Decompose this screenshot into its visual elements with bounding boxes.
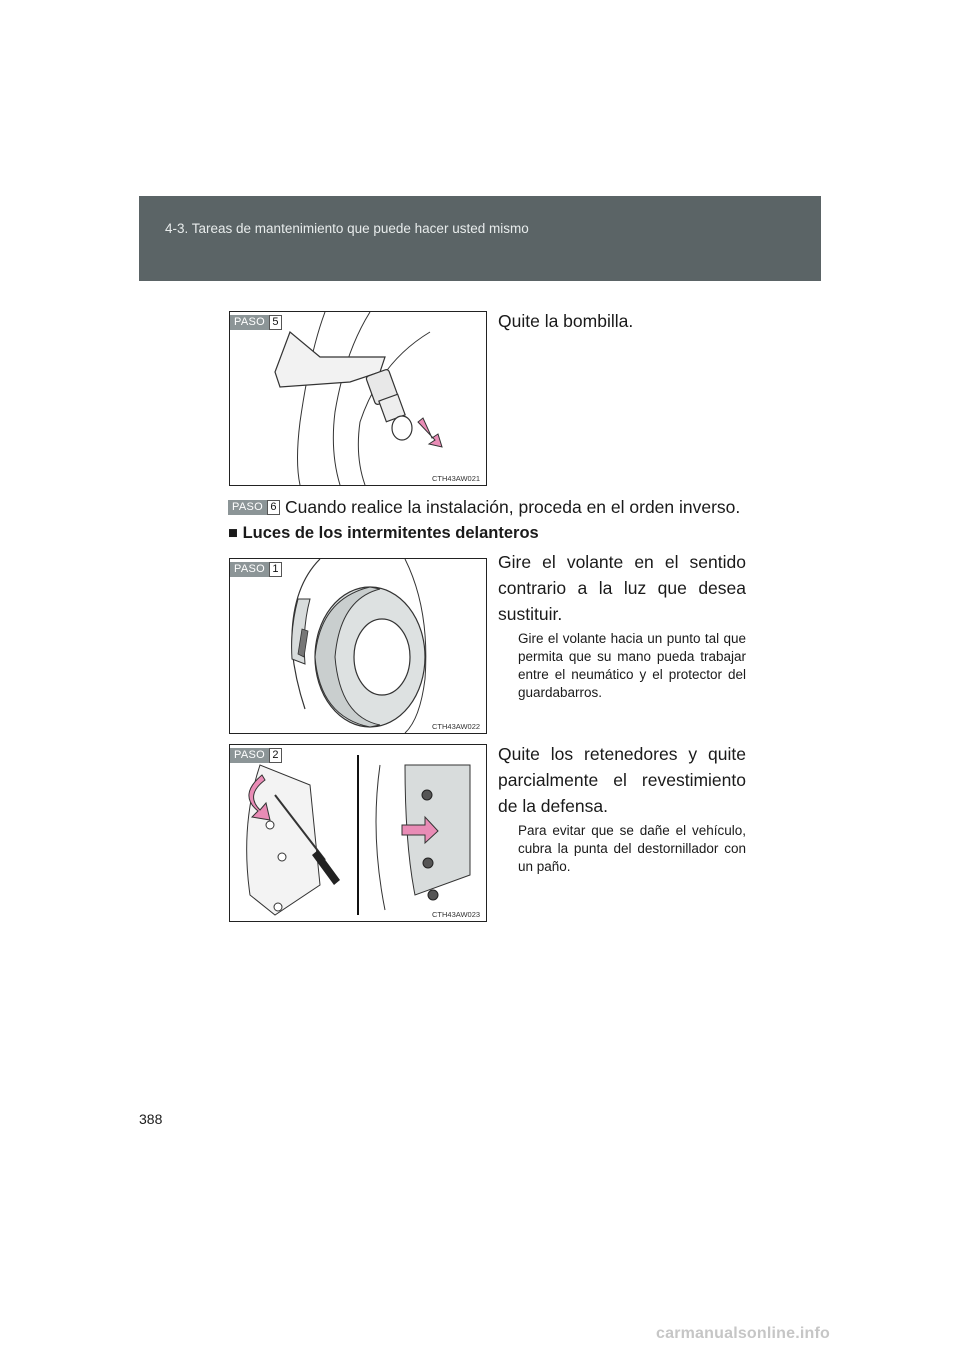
bulb-removal-illustration	[230, 312, 486, 485]
paso-badge	[230, 562, 282, 577]
figure-code: CTH43AW023	[432, 910, 481, 919]
chapter-header	[139, 196, 821, 281]
paso-label: PASO	[230, 562, 269, 577]
paso-badge-6	[228, 500, 280, 515]
tire-illustration	[230, 559, 486, 733]
figure-code: CTH43AW021	[432, 474, 481, 483]
figure-turn-wheel	[229, 558, 487, 734]
retainers-illustration	[230, 745, 486, 921]
footer-watermark[interactable]: carmanualsonline.info	[656, 1325, 831, 1342]
paso-badge	[230, 748, 282, 763]
step-1-note: Gire el volante hacia un punto tal que permita que su mano pueda trabajar entre el neumático y el protector del guardabarros.	[518, 631, 746, 700]
paso-badge	[230, 315, 282, 330]
page-number: 388	[139, 1111, 163, 1127]
paso-label: PASO	[228, 500, 267, 515]
step-2-text: Quite los retenedores y quite parcialmente el revestimiento de la defensa.	[498, 744, 746, 816]
step-5-text: Quite la bombilla.	[498, 311, 634, 331]
paso-number: 2	[269, 748, 282, 763]
paso-number: 1	[269, 562, 282, 577]
chapter-title: 4-3. Tareas de mantenimiento que puede hacer usted mismo	[165, 221, 529, 236]
figure-remove-retainers	[229, 744, 487, 922]
step-6-text: Cuando realice la instalación, proceda en el orden inverso.	[285, 497, 741, 517]
step-1-text: Gire el volante en el sentido contrario a la luz que desea sustituir.	[498, 552, 746, 624]
section-title-text: Luces de los intermitentes delanteros	[242, 524, 539, 542]
paso-number: 5	[269, 315, 282, 330]
step-2-note: Para evitar que se dañe el vehículo, cubra la punta del destornillador con un paño.	[518, 823, 746, 874]
section-bullet: ■	[228, 524, 238, 542]
section-title	[228, 524, 539, 543]
paso-number: 6	[267, 500, 280, 515]
figure-bulb-removal	[229, 311, 487, 486]
paso-label: PASO	[230, 748, 269, 763]
paso-label: PASO	[230, 315, 269, 330]
figure-code: CTH43AW022	[432, 722, 481, 731]
